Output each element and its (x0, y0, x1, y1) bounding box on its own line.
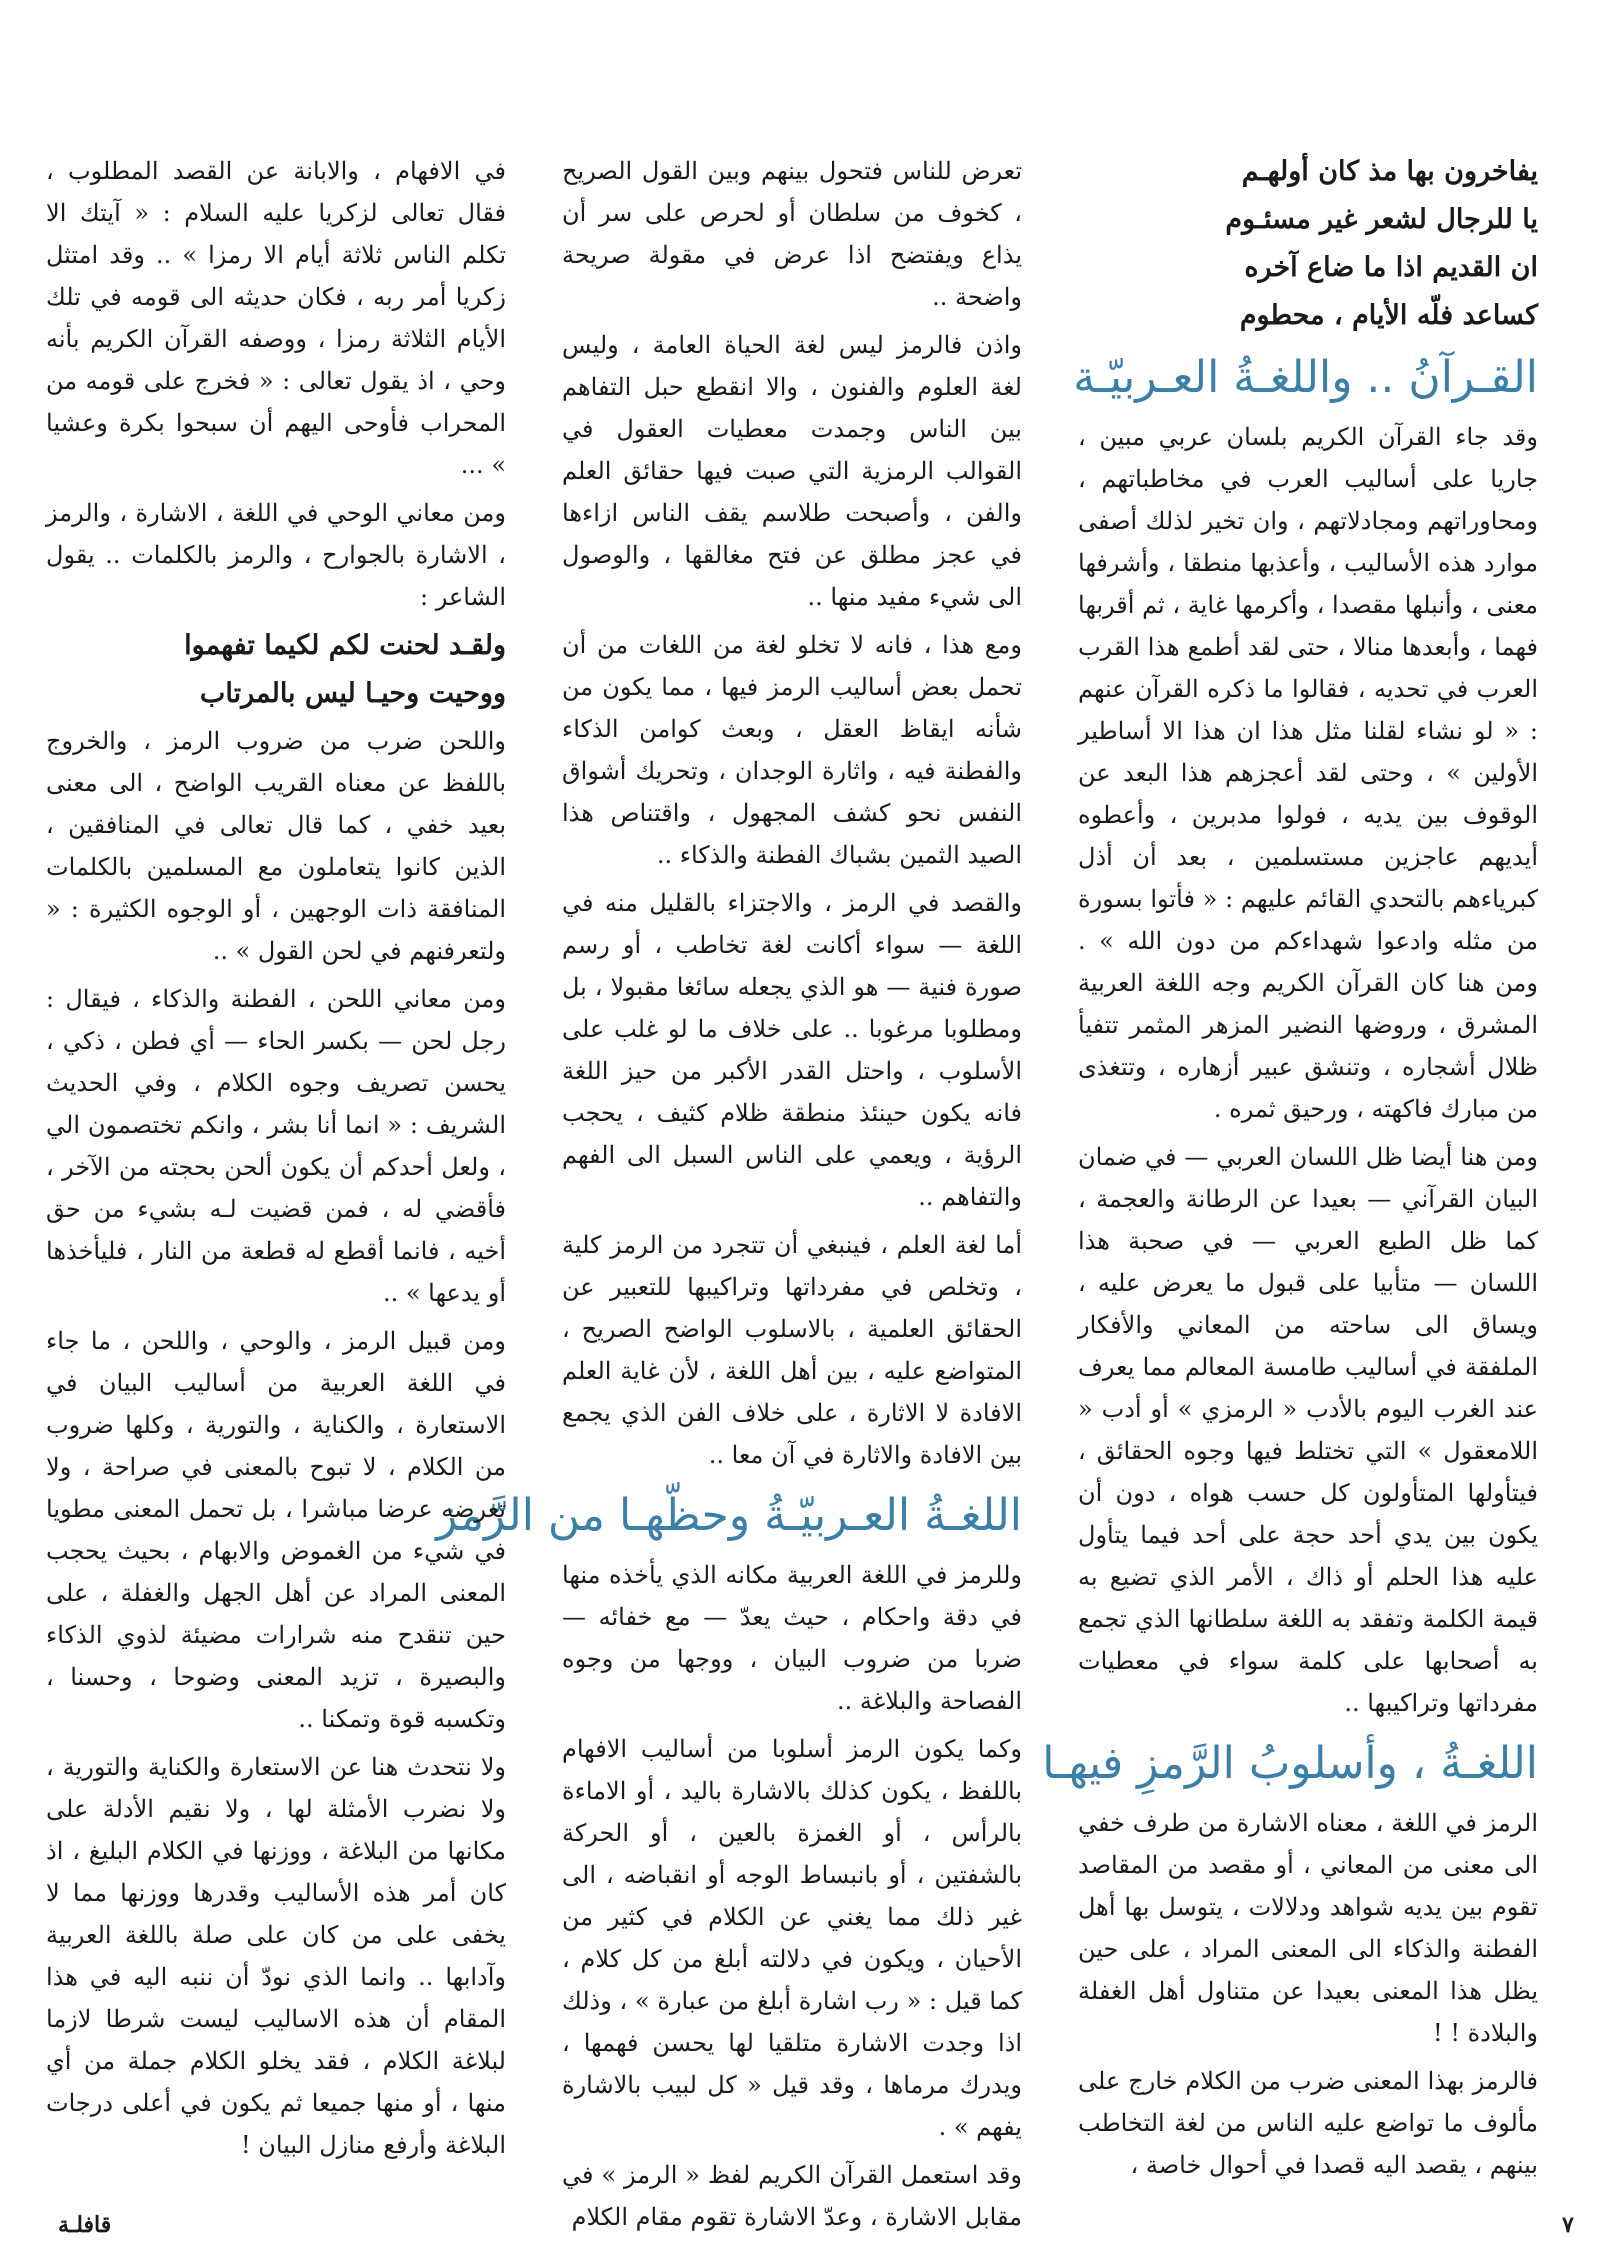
section-heading: القـرآنُ .. واللغـةُ العـربيّـة (1073, 352, 1538, 403)
paragraph: ولا نتحدث هنا عن الاستعارة والكناية والتورية ، ولا نضرب الأمثلة لها ، ولا نقيم الأدلة على مكانها من البلاغة ، ووزنها في الكلام البليغ ، اذ كان أمر هذه الأساليب وقدرها ووزنها مما لا يخفى على من كان على صلة باللغة العربية وآدابها .. وانما الذي نودّ أن ننبه اليه في هذا المقام أن هذه الاساليب ليست شرطا لازما لبلاغة الكلام ، فقد يخلو الكلام جملة من أي منها ، أو منها جميعا ثم يكون في أعلى درجات البلاغة وأرفع منازل البيان ! (46, 1753, 507, 2159)
paragraph: الرمز في اللغة ، معناه الاشارة من طرف خفي الى معنى من المعاني ، أو مقصد من المقاصد تقوم بين يديه شواهد ودلالات ، يتوسل بها أهل الفطنة والذكاء الى المعنى المراد ، على حين يظل هذا المعنى بعيدا عن متناول أهل الغفلة والبلادة ! ! (1078, 1809, 1538, 2047)
page-number: ٧ (1562, 2212, 1574, 2238)
paragraph: ومع هذا ، فانه لا تخلو لغة من اللغات من أن تحمل بعض أساليب الرمز فيها ، مما يكون من شأنه ايقاظ العقل ، وبعث كوامن الذكاء والفطنة فيه ، واثارة الوجدان ، وتحريك أشواق النفس نحو كشف المجهول ، واقتناص هذا الصيد الثمين بشباك الفطنة والذكاء .. (562, 631, 1022, 869)
magazine-name: قافلـة (58, 2212, 112, 2238)
poem-line: كساعد فلّه الأيام ، محطوم (1239, 300, 1538, 331)
column-middle (436, 150, 1022, 2231)
paragraph: واذن فالرمز ليس لغة الحياة العامة ، وليس لغة العلوم والفنون ، والا انقطع حبل التفاهم بين الناس وجمدت معطيات العقول في القوالب الرمزية التي صبت فيها حقائق العلم والفن ، وأصبحت طلاسم يقف الناس ازاءها في عجز مطلق عن فتح مغالقها ، والوصول الى شيء مفيد منها .. (562, 331, 1022, 611)
section-heading: اللغـةُ ، وأسلوبُ الرَّمزِ فيهـا (1042, 1738, 1538, 1789)
paragraph: أما لغة العلم ، فينبغي أن تتجرد من الرمز كلية ، وتخلص في مفرداتها وتراكيبها للتعبير عن الحقائق العلمية ، بالاسلوب الواضح الصريح ، المتواضع عليه ، بين أهل اللغة ، لأن غاية العلم الافادة لا الاثارة ، على خلاف الفن الذي يجمع بين الافادة والاثارة في آن معا .. (562, 1231, 1022, 1469)
paragraph: وللرمز في اللغة العربية مكانه الذي يأخذه منها في دقة واحكام ، حيث يعدّ — مع خفائه — ضربا من ضروب البيان ، ووجها من وجوه الفصاحة والبلاغة .. (562, 1561, 1022, 1715)
paragraph: وقد استعمل القرآن الكريم لفظ « الرمز » في مقابل الاشارة ، وعدّ الاشارة تقوم مقام الكلام (562, 2161, 1022, 2231)
paragraph: والقصد في الرمز ، والاجتزاء بالقليل منه في اللغة — سواء أكانت لغة تخاطب ، أو رسم صورة فنية — هو الذي يجعله سائغا مقبولا ، بل ومطلوبا مرغوبا .. على خلاف ما لو غلب على الأسلوب ، واحتل القدر الأكبر من حيز اللغة فانه يكون حينئذ منطقة ظلام كثيف ، يحجب الرؤية ، ويعمي على الناس السبل الى الفهم والتفاهم .. (562, 889, 1022, 1211)
paragraph: ومن معاني اللحن ، الفطنة والذكاء ، فيقال : رجل لحن — بكسر الحاء — أي فطن ، ذكي ، يحسن تصريف وجوه الكلام ، وفي الحديث الشريف : « انما أنا بشر ، وانكم تختصمون الي ، ولعل أحدكم أن يكون ألحن بحجته من الآخر ، فأقضي له ، فمن قضيت لـه بشيء من حق أخيه ، فانما أقطع له قطعة من النار ، فليأخذها أو يدعها » .. (46, 985, 506, 1307)
column-right (1042, 150, 1538, 2200)
section-heading: اللغـةُ العـربيّـةُ وحظّهـا من الرَّمز (436, 1490, 1022, 1541)
poem-line: يا للرجال لشعر غير مسئـوم (1225, 204, 1538, 235)
paragraph: في الافهام ، والابانة عن القصد المطلوب ، فقال تعالى لزكريا عليه السلام : « آيتك الا تكلم الناس ثلاثة أيام الا رمزا » .. وقد امتثل زكريا أمر ربه ، فكان حديثه الى قومه في تلك الأيام الثلاثة رمزا ، ووصفه القرآن الكريم بأنه وحي ، اذ يقول تعالى : « فخرج على قومه من المحراب فأوحى اليهم أن سبحوا بكرة وعشيا » ... (46, 157, 506, 479)
poem-line: ولقـد لحنت لكم لكيما تفهموا (184, 630, 506, 661)
paragraph: ومن هنا أيضا ظل اللسان العربي — في ضمان البيان القرآني — بعيدا عن الرطانة والعجمة ، كما ظل الطبع العربي — في صحبة هذا اللسان — متأبيا على قبول ما يعرض عليه ، ويساق الى ساحته من المعاني والأفكار الملفقة في أساليب طامسة المعالم مما يعرف عند الغرب اليوم بالأدب « الرمزي » أو أدب « اللامعقول » التي تختلط فيها وجوه الحقائق ، فيتأولها المتأولون كل حسب هواه ، دون أن يكون بين يدي أحد حجة على أحد فيما يتأول عليه هذا الحلم أو ذاك ، الأمر الذي تضيع به قيمة الكلمة وتفقد به اللغة سلطانها الذي تجمع به أصحابها على كلمة سواء في معطيات مفرداتها وتراكيبها .. (1078, 1143, 1538, 1717)
poem-line: ووحيت وحيـا ليس بالمرتاب (199, 678, 506, 709)
paragraph: فالرمز بهذا المعنى ضرب من الكلام خارج على مألوف ما تواضع عليه الناس من لغة التخاطب بينهم ، يقصد اليه قصدا في أحوال خاصة ، (1078, 2067, 1538, 2179)
paragraph: تعرض للناس فتحول بينهم وبين القول الصريح ، كخوف من سلطان أو لحرص على سر أن يذاع ويفتضح اذا عرض في مقولة صريحة واضحة .. (562, 157, 1022, 311)
column-left (46, 150, 506, 2200)
paragraph: واللحن ضرب من ضروب الرمز ، والخروج باللفظ عن معناه القريب الواضح ، الى معنى بعيد خفي ، كما قال تعالى في المنافقين ، الذين كانوا يتعاملون مع المسلمين بالكلمات المنافقة ذات الوجهين ، أو الوجوه الكثيرة : « ولتعرفنهم في لحن القول » .. (46, 727, 506, 965)
paragraph: ومن معاني الوحي في اللغة ، الاشارة ، والرمز ، الاشارة بالجوارح ، والرمز بالكلمات .. يقول الشاعر : (46, 499, 506, 611)
paragraph: وقد جاء القرآن الكريم بلسان عربي مبين ، جاريا على أساليب العرب في مخاطباتهم ، ومحاوراتهم ومجادلاتهم ، وان تخير لذلك أصفى موارد هذه الأساليب ، وأعذبها منطقا ، وأشرفها معنى ، وأنبلها مقصدا ، وأكرمها غاية ، ثم أقربها فهما ، وأبعدها منالا ، حتى لقد أطمع هذا القرب العرب في تحديه ، فقالوا ما ذكره القرآن عنهم : « لو نشاء لقلنا مثل هذا ان هذا الا أساطير الأولين » ، وحتى لقد أعجزهم هذا البعد عن الوقوف بين يديه ، فولوا مدبرين ، وأعطوه أيديهم عاجزين مستسلمين ، بعد أن أذل كبرياءهم بالتحدي القائم عليهم : « فأتوا بسورة من مثله وادعوا شهداءكم من دون الله » . ومن هنا كان القرآن الكريم وجه اللغة العربية المشرق ، وروضها النضير المزهر المثمر تتفيأ ظلال أشجاره ، وتنشق عبير أزهاره ، وتتغذى من مبارك فاكهته ، ورحيق ثمره . (1078, 423, 1538, 1123)
paragraph: وكما يكون الرمز أسلوبا من أساليب الافهام باللفظ ، يكون كذلك بالاشارة باليد ، أو الاماءة بالرأس ، أو الغمزة بالعين ، أو الحركة بالشفتين ، أو بانبساط الوجه أو انقباضه ، الى غير ذلك مما يغني عن الكلام في كثير من الأحيان ، ويكون في دلالته أبلغ من كل كلام ، كما قيل : « رب اشارة أبلغ من عبارة » ، وذلك اذا وجدت الاشارة متلقيا لها يحسن فهمها ، ويدرك مرماها ، وقد قيل « كل لبيب بالاشارة يفهم » . (562, 1735, 1022, 2141)
poem-line: يفاخرون بها مذ كان أولهـم (1241, 156, 1538, 187)
paragraph: ومن قبيل الرمز ، والوحي ، واللحن ، ما جاء في اللغة العربية من أساليب البيان في الاستعارة ، والكناية ، والتورية ، وكلها ضروب من الكلام ، لا تبوح بالمعنى في صراحة ، ولا تعرضه عرضا مباشرا ، بل تحمل المعنى مطويا في شيء من الغموض والابهام ، بحيث يحجب المعنى المراد عن أهل الجهل والغفلة ، على حين تنقدح منه شرارات مضيئة لذوي الذكاء والبصيرة ، تزيد المعنى وضوحا ، وحسنا ، وتكسبه قوة وتمكنا .. (46, 1327, 506, 1733)
poem-line: ان القديم اذا ما ضاع آخره (1244, 252, 1538, 283)
